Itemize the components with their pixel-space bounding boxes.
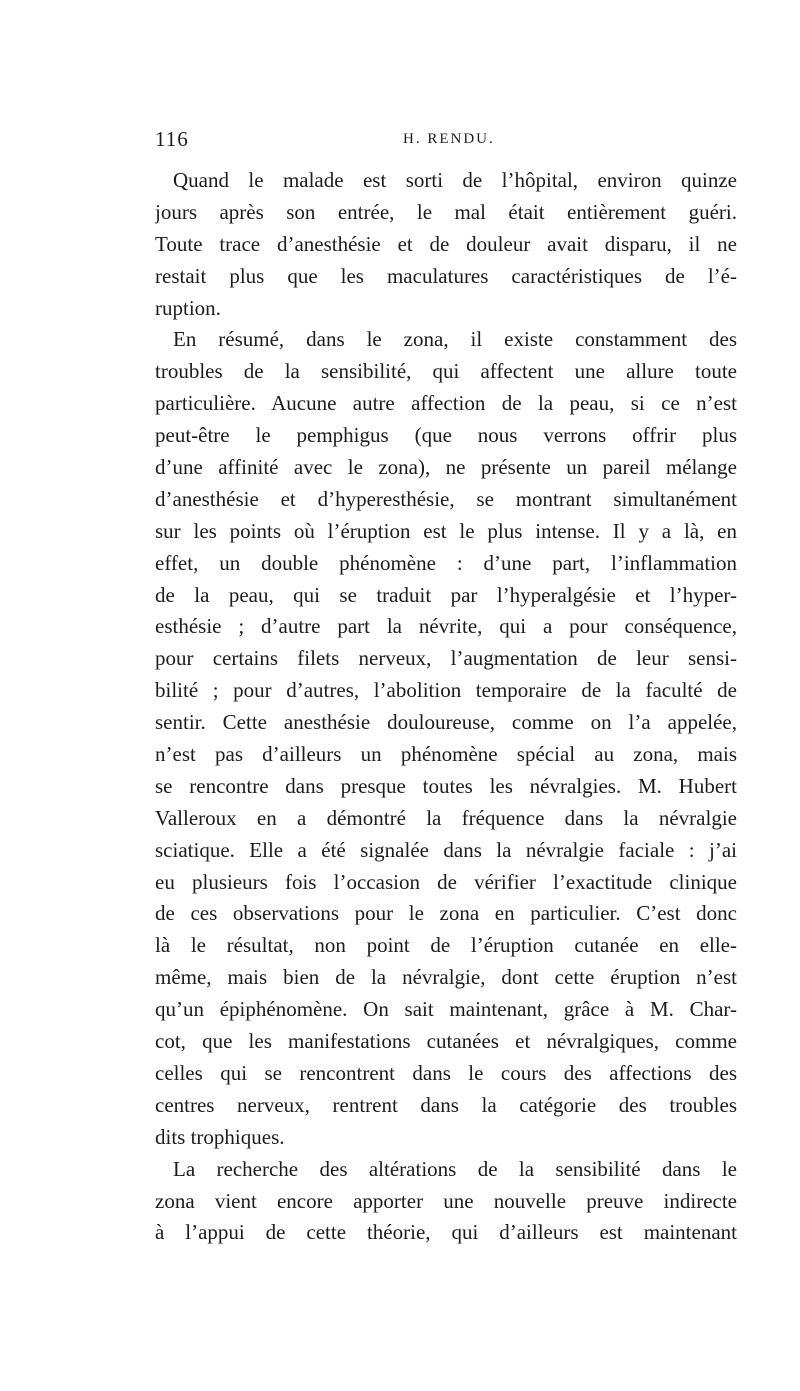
text-line: dits trophiques.	[155, 1124, 285, 1149]
text-line: restait plus que les maculatures caractéristiques de l’é-	[155, 263, 737, 288]
text-line: jours après son entrée, le mal était entièrement guéri.	[155, 199, 737, 224]
text-line: eu plusieurs fois l’occasion de vérifier l’exactitude clinique	[155, 869, 737, 894]
text-line: bilité ; pour d’autres, l’abolition temporaire de la faculté de	[155, 678, 737, 703]
text-line: n’est pas d’ailleurs un phénomène spécial au zona, mais	[155, 742, 737, 767]
page-number: 116	[155, 127, 189, 151]
text-line: Toute trace d’anesthésie et de douleur avait disparu, il ne	[155, 231, 737, 256]
text-line: pour certains filets nerveux, l’augmentation de leur sensi-	[155, 646, 737, 671]
text-line: d’anesthésie et d’hyperesthésie, se montrant simultanément	[155, 486, 737, 511]
text-line: d’une affinité avec le zona), ne présente un pareil mélange	[155, 455, 737, 480]
running-head	[155, 127, 735, 157]
text-line: sciatique. Elle a été signalée dans la névralgie faciale : j’ai	[155, 837, 737, 862]
text-line: Quand le malade est sorti de l’hôpital, environ quinze	[173, 168, 737, 192]
text-line: particulière. Aucune autre affection de la peau, si ce n’est	[155, 391, 737, 416]
text-line: de ces observations pour le zona en particulier. C’est donc	[155, 901, 737, 926]
text-line: là le résultat, non point de l’éruption cutanée en elle-	[155, 933, 737, 958]
text-line: sentir. Cette anesthésie douloureuse, comme on l’a appelée,	[155, 710, 737, 735]
text-line: centres nerveux, rentrent dans la catégorie des troubles	[155, 1092, 737, 1117]
text-line: sur les points où l’éruption est le plus intense. Il y a là, en	[155, 518, 737, 543]
text-line: effet, un double phénomène : d’une part, l’inflammation	[155, 550, 737, 575]
text-line: En résumé, dans le zona, il existe constamment des	[173, 327, 737, 352]
text-line: à l’appui de cette théorie, qui d’ailleurs est maintenant	[155, 1220, 737, 1245]
text-line: zona vient encore apporter une nouvelle preuve indirecte	[155, 1188, 737, 1213]
text-line: troubles de la sensibilité, qui affectent une allure toute	[155, 359, 737, 384]
text-line: se rencontre dans presque toutes les névralgies. M. Hubert	[155, 773, 737, 798]
text-line: peut-être le pemphigus (que nous verrons offrir plus	[155, 423, 737, 448]
text-line: celles qui se rencontrent dans le cours des affections des	[155, 1060, 737, 1085]
text-line: cot, que les manifestations cutanées et névralgiques, comme	[155, 1029, 737, 1054]
body-text	[155, 165, 737, 1249]
text-line: esthésie ; d’autre part la névrite, qui a pour conséquence,	[155, 614, 737, 639]
text-line: qu’un épiphénomène. On sait maintenant, grâce à M. Char-	[155, 997, 737, 1022]
text-line: ruption.	[155, 295, 221, 320]
running-title: H. RENDU.	[403, 131, 495, 147]
text-line: même, mais bien de la névralgie, dont cette éruption n’est	[155, 965, 737, 990]
text-line: Valleroux en a démontré la fréquence dans la névralgie	[155, 805, 737, 830]
text-line: La recherche des altérations de la sensibilité dans le	[173, 1156, 737, 1181]
text-line: de la peau, qui se traduit par l’hyperalgésie et l’hyper-	[155, 582, 737, 607]
